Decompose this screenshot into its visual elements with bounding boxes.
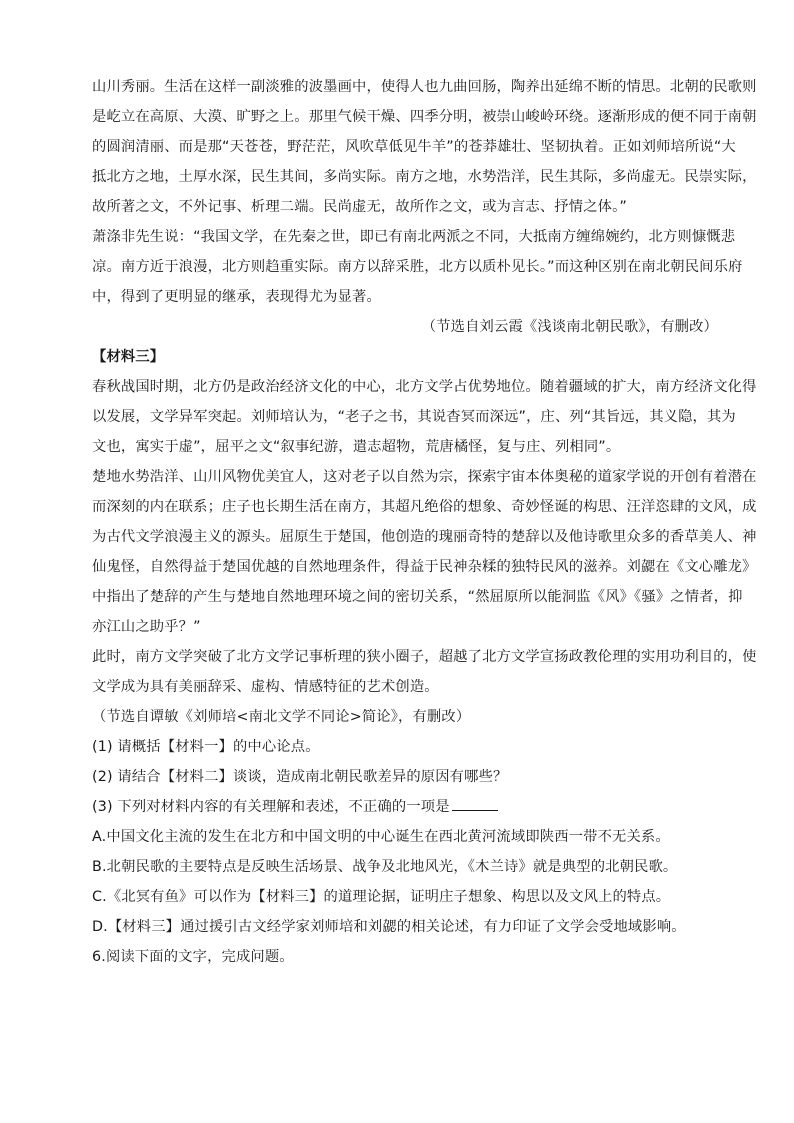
answer-blank xyxy=(452,796,498,811)
text-line: 而深刻的内在联系；庄子也长期生活在南方，其超凡绝俗的想象、奇妙怪诞的构思、汪洋恣肆的文风，成 xyxy=(92,499,757,515)
paragraph-north-south-songs xyxy=(92,72,757,222)
text-line: 此时，南方文学突破了北方文学记事析理的狭小圈子，超越了北方文学宣扬政教伦理的实用功利目的，使 xyxy=(92,649,757,665)
option-a: A.中国文化主流的发生在北方和中国文明的中心诞生在西北黄河流域即陕西一带不无关系。 xyxy=(92,829,670,845)
question-2: (2) 请结合【材料二】谈谈，造成南北朝民歌差异的原因有哪些？ xyxy=(92,769,508,785)
question-1: (1) 请概括【材料一】的中心论点。 xyxy=(92,739,320,755)
text-line: 春秋战国时期，北方仍是政治经济文化的中心，北方文学占优势地位。随着疆域的扩大，南方经济文化得 xyxy=(92,379,757,395)
question-3 xyxy=(92,792,718,822)
text-line: 亦江山之助乎？” xyxy=(92,619,201,635)
source-citation-material-2: （节选自刘云霞《浅谈南北朝民歌》，有删改） xyxy=(421,319,718,335)
paragraph-spring-autumn xyxy=(92,372,757,462)
document-page xyxy=(92,72,757,972)
text-line: 以发展，文学异军突起。刘师培认为，“老子之书，其说杳冥而深远”，庄、列“其旨远，其义隐，其为 xyxy=(92,409,736,425)
question-3-text: (3) 下列对材料内容的有关理解和表述，不正确的一项是 xyxy=(92,799,450,815)
option-c: C.《北冥有鱼》可以作为【材料三】的道理论据，证明庄子想象、构思以及文风上的特点。 xyxy=(92,889,671,905)
text-line: 凉。南方近于浪漫，北方则趋重实际。南方以辞采胜，北方以质朴见长。”而这种区别在南北朝民间乐府 xyxy=(92,259,743,275)
text-line: 山川秀丽。生活在这样一副淡雅的波墨画中，使得人也九曲回肠，陶养出延绵不断的情思。北朝的民歌则 xyxy=(92,79,757,95)
text-line: 是屹立在高原、大漠、旷野之上。那里气候干燥、四季分明，被崇山峻岭环绕。逐渐形成的便不同于南朝 xyxy=(92,109,757,125)
paragraph-southern-literature xyxy=(92,642,757,702)
paragraph-xiao-difei-quote xyxy=(92,222,743,312)
text-line: 仙鬼怪，自然得益于楚国优越的自然地理条件，得益于民神杂糅的独特民风的滋养。刘勰在《文心雕龙》 xyxy=(92,559,757,575)
text-line: 为古代文学浪漫主义的源头。屈原生于楚国，他创造的瑰丽奇特的楚辞以及他诗歌里众多的香草美人、神 xyxy=(92,529,757,545)
text-line: 萧涤非先生说：“我国文学，在先秦之世，即已有南北两派之不同，大抵南方缠绵婉约，北方则慷慨悲 xyxy=(92,229,736,245)
option-d: D.【材料三】通过援引古文经学家刘师培和刘勰的相关论述，有力印证了文学会受地域影响。 xyxy=(92,919,686,935)
text-line: 的圆润清丽、而是那“天苍苍，野茫茫，风吹草低见牛羊”的苍莽雄壮、坚韧执着。正如刘师培所说“大 xyxy=(92,139,736,155)
text-line: 中指出了楚辞的产生与楚地自然地理环境之间的密切关系，“然屈原所以能洞监《风》《骚》之情者，抑 xyxy=(92,589,743,605)
source-citation-material-3: （节选自谭敏《刘师培<南北文学不同论>简论》，有删改） xyxy=(92,709,471,725)
material-3-heading: 【材料三】 xyxy=(92,349,165,365)
text-line: 故所著之文，不外记事、析理二端。民尚虚无，故所作之文，或为言志、抒情之体。” xyxy=(92,199,627,215)
text-line: 楚地水势浩洋、山川风物优美宜人，这对老子以自然为宗，探索宇宙本体奥秘的道家学说的开创有着潜在 xyxy=(92,469,757,485)
option-b: B.北朝民歌的主要特点是反映生活场景、战争及北地风光，《木兰诗》就是典型的北朝民歌。 xyxy=(92,859,678,875)
text-line: 抵北方之地，土厚水深，民生其间，多尚实际。南方之地，水势浩洋，民生其际，多尚虚无。民崇实际， xyxy=(92,169,757,185)
text-line: 文学成为具有美丽辞采、虚构、情感特征的艺术创造。 xyxy=(92,679,439,695)
paragraph-chu-region xyxy=(92,462,757,642)
text-line: 中，得到了更明显的继承，表现得尤为显著。 xyxy=(92,289,381,305)
question-6: 6.阅读下面的文字，完成问题。 xyxy=(92,949,294,965)
text-line: 文也，寓实于虚”，屈平之文“叙事纪游，遣志超物，荒唐橘怪，复与庄、列相同”。 xyxy=(92,439,621,455)
